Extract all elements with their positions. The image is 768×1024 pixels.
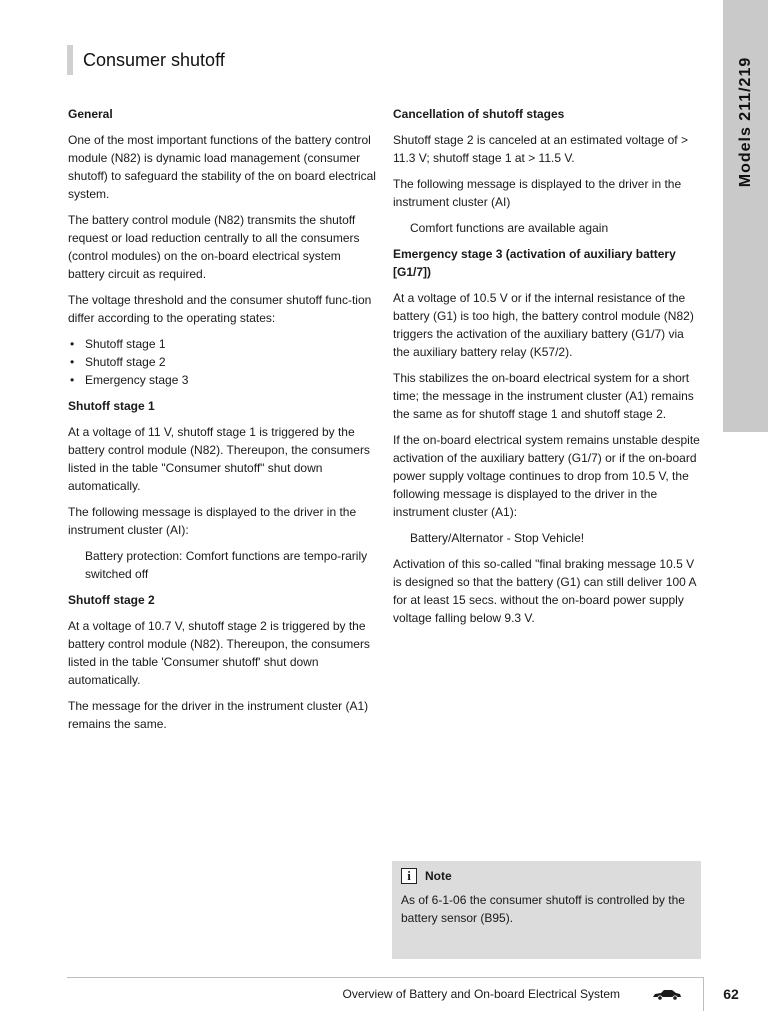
general-paragraph-3: The voltage threshold and the consumer shutoff func-tion differ according to the operating states:	[68, 293, 372, 325]
cancellation-paragraph-1: Shutoff stage 2 is canceled at an estimated voltage of > 11.3 V; shutoff stage 1 at > 11.5 V.	[393, 133, 688, 165]
cancellation-message: Comfort functions are available again	[410, 221, 609, 235]
operating-states-list	[68, 335, 376, 389]
stage1-paragraph-1: At a voltage of 11 V, shutoff stage 1 is triggered by the battery control module (N82). Thereupon, the consumers listed in the table "Consumer shutoff" shut down automatically.	[68, 425, 370, 493]
cancellation-paragraph-2: The following message is displayed to the driver in the instrument cluster (AI)	[393, 177, 682, 209]
footer-vertical-divider	[703, 977, 704, 1011]
note-title: Note	[425, 869, 452, 883]
stage1-message: Battery protection: Comfort functions are tempo-rarily switched off	[85, 549, 368, 581]
stage2-heading: Shutoff stage 2	[68, 593, 155, 607]
list-item: • Emergency stage 3	[85, 371, 376, 389]
stage2-paragraph-1: At a voltage of 10.7 V, shutoff stage 2 is triggered by the battery control module (N82). Thereupon, the consumers listed in the table 'Consumer shutoff' shut down automatically.	[68, 619, 370, 687]
page-title: Consumer shutoff	[67, 45, 707, 75]
left-column	[68, 105, 376, 741]
general-heading: General	[68, 107, 113, 121]
general-paragraph-2: The battery control module (N82) transmits the shutoff request or load reduction centrally to all the consumers (control modules) on the on-board electrical system battery circuit as required.	[68, 213, 360, 281]
side-tab-label: Models 211/219	[736, 56, 754, 188]
car-icon	[652, 987, 682, 1001]
emergency-paragraph-1: At a voltage of 10.5 V or if the internal resistance of the battery (G1) is too high, the battery control module (N82) triggers the activation of the auxiliary battery (G1/7) via the auxiliary battery relay (K57/2).	[393, 291, 694, 359]
emergency-paragraph-3: If the on-board electrical system remains unstable despite activation of the auxiliary battery (G1/7) or if the on-board power supply voltage continues to drop from 10.5 V, the following message is displayed to the driver in the instrument cluster (A1):	[393, 433, 700, 519]
note-text: As of 6-1-06 the consumer shutoff is controlled by the battery sensor (B95).	[401, 893, 685, 925]
note-header	[401, 867, 692, 885]
note-box	[392, 861, 701, 959]
footer-title: Overview of Battery and On-board Electrical System	[342, 987, 620, 1001]
list-item: • Shutoff stage 2	[85, 353, 376, 371]
emergency-paragraph-2: This stabilizes the on-board electrical system for a short time; the message in the instrument cluster (A1) remains the same as for shutoff stage 1 and shutoff stage 2.	[393, 371, 694, 421]
side-tab	[723, 0, 768, 432]
stage1-heading: Shutoff stage 1	[68, 399, 155, 413]
page-number: 62	[723, 986, 739, 1002]
stage1-paragraph-2: The following message is displayed to the driver in the instrument cluster (AI):	[68, 505, 357, 537]
list-item: • Shutoff stage 1	[85, 335, 376, 353]
right-column	[393, 105, 703, 635]
emergency-heading: Emergency stage 3 (activation of auxiliary battery [G1/7])	[393, 247, 676, 279]
footer-divider	[67, 977, 703, 978]
general-paragraph-1: One of the most important functions of the battery control module (N82) is dynamic load management (consumer shutoff) to safeguard the stability of the on board electrical system.	[68, 133, 376, 201]
stage2-paragraph-2: The message for the driver in the instrument cluster (A1) remains the same.	[68, 699, 369, 731]
info-icon: i	[401, 868, 417, 884]
emergency-paragraph-4: Activation of this so-called "final braking message 10.5 V is designed so that the battery (G1) can still deliver 100 A for at least 15 secs. without the on-board power supply voltage falling below 9.3 V.	[393, 557, 696, 625]
cancellation-heading: Cancellation of shutoff stages	[393, 107, 565, 121]
emergency-message: Battery/Alternator - Stop Vehicle!	[410, 531, 585, 545]
